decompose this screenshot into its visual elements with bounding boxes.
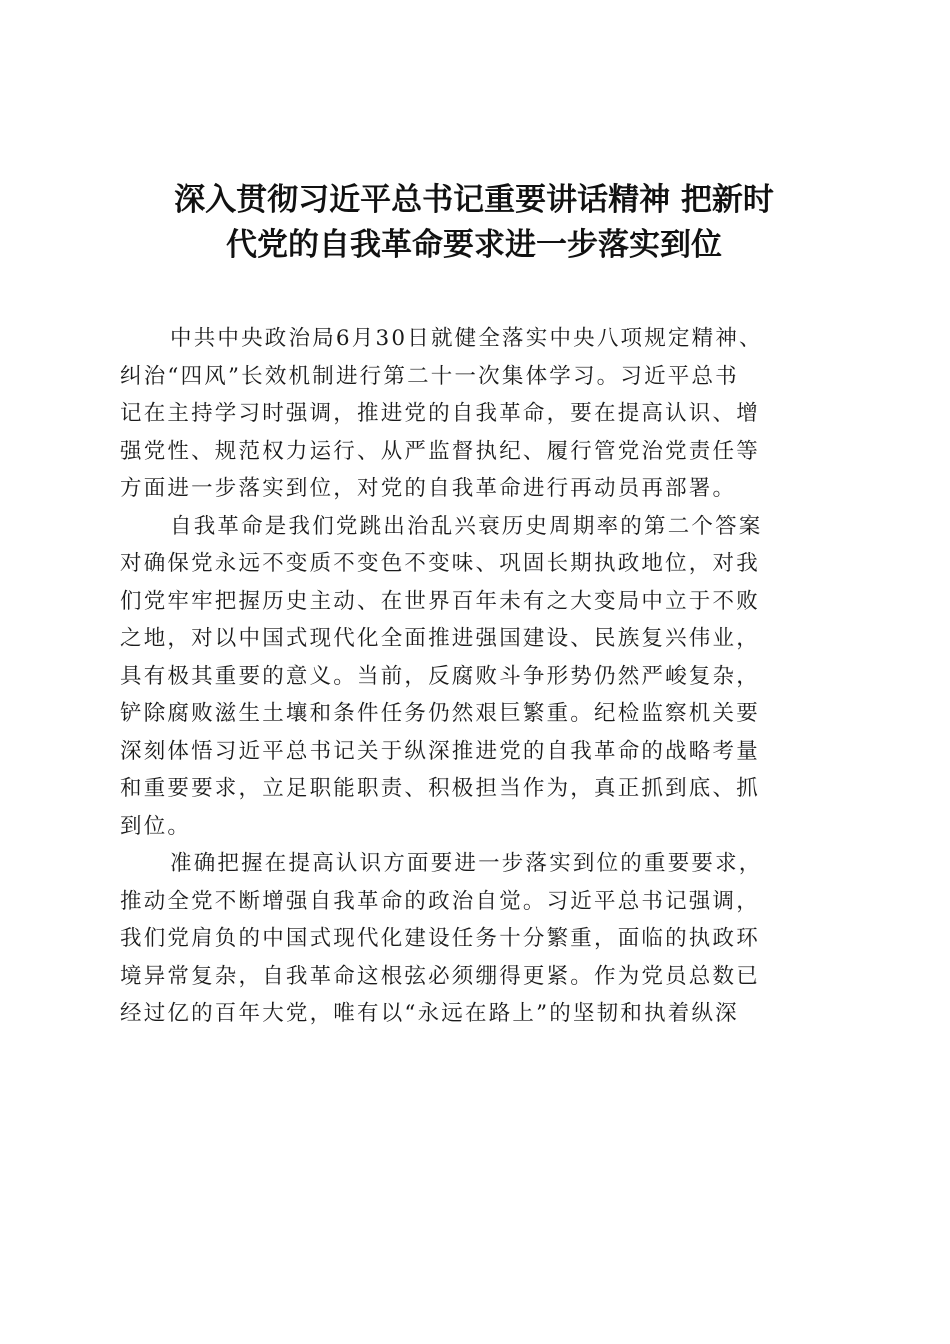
text-line: 到位。 [120, 813, 192, 839]
title-line: 代党的自我革命要求进一步落实到位 [226, 227, 722, 263]
document-title [120, 178, 828, 268]
text-line: 经过亿的百年大党，唯有以“永远在路上”的坚韧和执着纵深 [120, 1001, 739, 1026]
document-body [120, 320, 826, 1033]
text-line: 深刻体悟习近平总书记关于纵深推进党的自我革命的战略考量 [120, 738, 760, 764]
text-line: 纠治“四风”长效机制进行第二十一次集体学习。习近平总书 [120, 363, 739, 389]
text-line: 之地，对以中国式现代化全面推进强国建设、民族复兴伟业， [120, 626, 760, 651]
text-line: 对确保党永远不变质不变色不变味、巩固长期执政地位，对我 [120, 551, 760, 576]
paragraph-3 [120, 845, 826, 1033]
text-line: 和重要要求，立足职能职责、积极担当作为，真正抓到底、抓 [120, 776, 760, 801]
text-line: 推动全党不断增强自我革命的政治自觉。习近平总书记强调， [120, 888, 760, 914]
text-line: 境异常复杂，自我革命这根弦必须绷得更紧。作为党员总数已 [120, 963, 760, 989]
text-line: 我们党肩负的中国式现代化建设任务十分繁重，面临的执政环 [120, 926, 760, 951]
title-line: 深入贯彻习近平总书记重要讲话精神 把新时 [174, 182, 774, 218]
paragraph-2 [120, 508, 826, 846]
text-line: 准确把握在提高认识方面要进一步落实到位的重要要求， [170, 851, 763, 876]
text-line: 方面进一步落实到位，对党的自我革命进行再动员再部署。 [120, 476, 737, 501]
text-line: 记在主持学习时强调，推进党的自我革命，要在提高认识、增 [120, 401, 760, 426]
text-line: 们党牢牢把握历史主动、在世界百年未有之大变局中立于不败 [120, 588, 760, 614]
text-line: 中共中央政治局6月30日就健全落实中央八项规定精神、 [170, 326, 763, 351]
paragraph-1 [120, 320, 826, 508]
text-line: 铲除腐败滋生土壤和条件任务仍然艰巨繁重。纪检监察机关要 [120, 701, 760, 726]
text-line: 强党性、规范权力运行、从严监督执纪、履行管党治党责任等 [120, 438, 760, 464]
text-line: 自我革命是我们党跳出治乱兴衰历史周期率的第二个答案 [170, 513, 763, 539]
text-line: 具有极其重要的意义。当前，反腐败斗争形势仍然严峻复杂， [120, 663, 760, 689]
